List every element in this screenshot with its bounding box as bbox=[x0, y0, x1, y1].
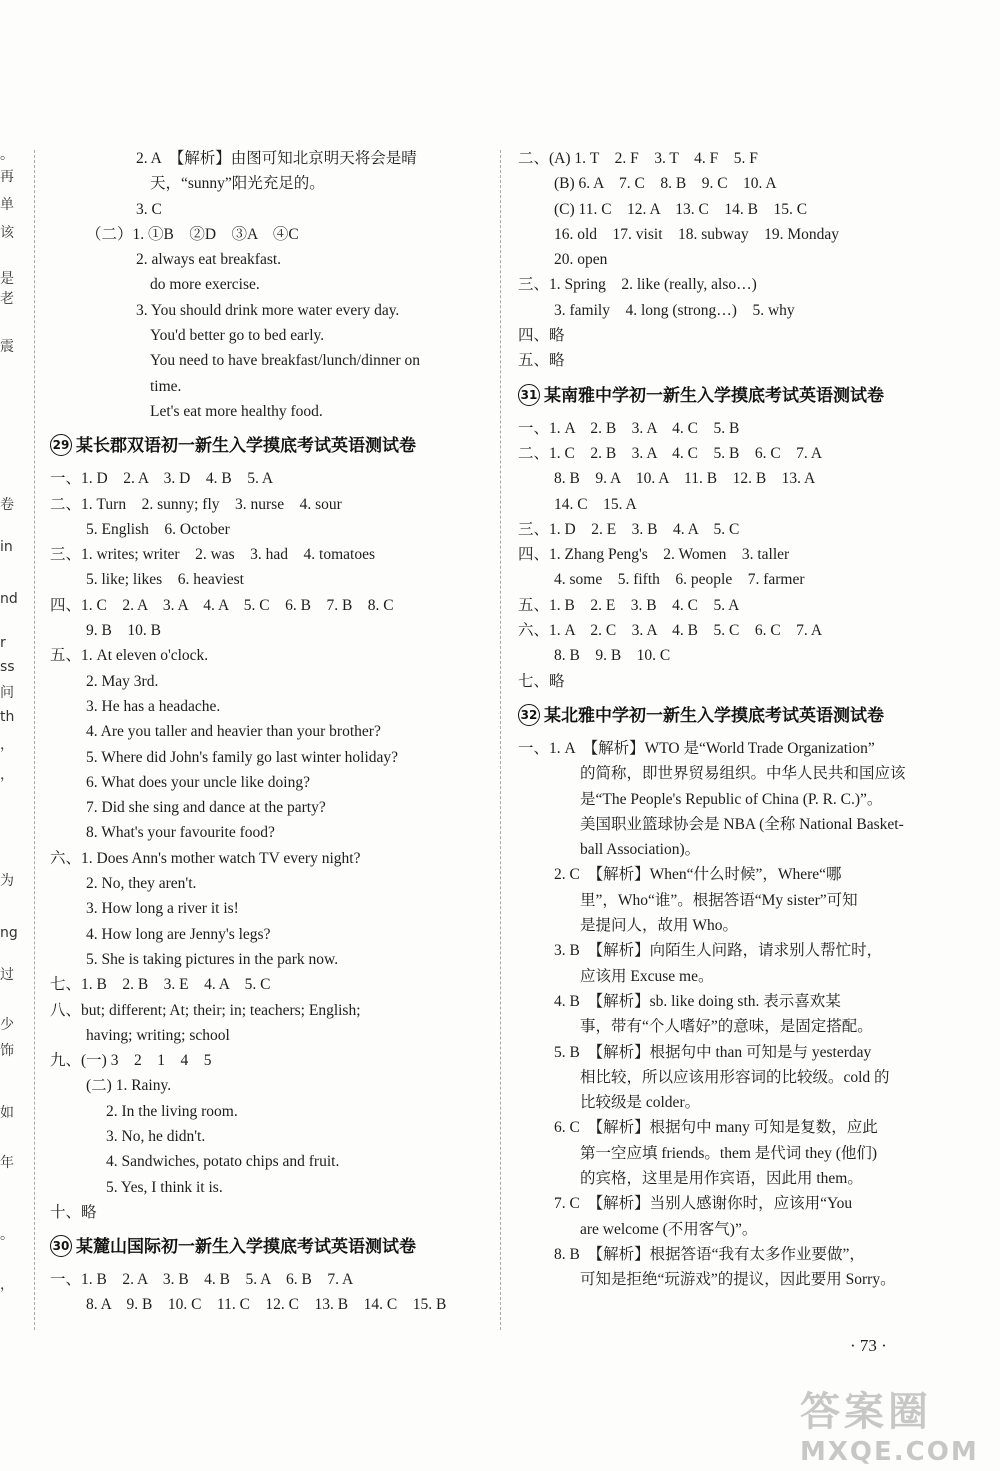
right-answer-line: 一、1. A 【解析】WTO 是“World Trade Organization” bbox=[518, 739, 875, 757]
left-answer-line: 8. A 9. B 10. C 11. C 12. C 13. B 14. C 15. B bbox=[86, 1296, 447, 1314]
left-answer-line: having; writing; school bbox=[86, 1026, 230, 1044]
left-answer-line: You'd better go to bed early. bbox=[150, 327, 325, 345]
cropped-edge-char: 再 bbox=[0, 169, 14, 185]
right-answer-line: 的简称，即世界贸易组织。中华人民共和国应该 bbox=[580, 765, 906, 783]
left-answer-line: 3. You should drink more water every day. bbox=[136, 301, 400, 319]
left-answer-line: 5. Yes, I think it is. bbox=[106, 1178, 223, 1196]
watermark-url: MXQE.COM bbox=[800, 1437, 979, 1467]
left-answer-line: 九、(一) 3 2 1 4 5 bbox=[50, 1052, 212, 1070]
cropped-edge-char: 少 bbox=[0, 1017, 14, 1033]
right-answer-line: 二、1. C 2. B 3. A 4. C 5. B 6. C 7. A bbox=[518, 444, 823, 462]
right-answer-line: 可知是拒绝“玩游戏”的提议，因此要用 Sorry。 bbox=[580, 1271, 896, 1289]
right-answer-line: (C) 11. C 12. A 13. C 14. B 15. C bbox=[554, 200, 808, 218]
right-answer-line: 七、略 bbox=[518, 672, 565, 690]
right-answer-line: 7. C 【解析】当别人感谢你时，应该用“You bbox=[554, 1195, 853, 1213]
left-answer-line: Let's eat more healthy food. bbox=[150, 402, 323, 420]
right-answer-line: 美国职业篮球协会是 NBA (全称 National Basket- bbox=[580, 815, 904, 833]
left-answer-line: 8. What's your favourite food? bbox=[86, 824, 275, 842]
left-edge-cropped-text bbox=[0, 140, 18, 1293]
cropped-edge-char: th bbox=[0, 709, 15, 725]
watermark-logo-text: 答案圈 bbox=[800, 1389, 932, 1435]
cropped-edge-char: ， bbox=[0, 1277, 14, 1293]
section-number-badge: 32 bbox=[518, 704, 540, 726]
left-column bbox=[50, 146, 490, 1318]
left-answer-line: 3. C bbox=[136, 200, 162, 218]
cropped-edge-char: 该 bbox=[0, 225, 14, 241]
left-answer-line: 一、1. B 2. A 3. B 4. B 5. A 6. B 7. A bbox=[50, 1271, 354, 1289]
cropped-edge-char: 卷 bbox=[0, 497, 14, 513]
section-title: 某南雅中学初一新生入学摸底考试英语测试卷 bbox=[544, 385, 884, 406]
center-column-divider bbox=[500, 150, 501, 1330]
right-answer-line: 二、(A) 1. T 2. F 3. T 4. F 5. F bbox=[518, 150, 758, 167]
right-answer-line: 第一空应填 friends。them 是代词 they (他们) bbox=[580, 1144, 878, 1162]
left-answer-line: 4. How long are Jenny's legs? bbox=[86, 925, 271, 943]
right-answer-line: 五、略 bbox=[518, 352, 565, 370]
left-answer-line: 2. May 3rd. bbox=[86, 672, 159, 690]
cropped-edge-char: 震 bbox=[0, 339, 14, 355]
cropped-edge-char: 单 bbox=[0, 197, 14, 213]
left-answer-line: 9. B 10. B bbox=[86, 622, 161, 640]
left-answer-line: 5. like; likes 6. heaviest bbox=[86, 571, 244, 589]
left-answer-line: 一、1. D 2. A 3. D 4. B 5. A bbox=[50, 470, 274, 488]
cropped-edge-char: 。 bbox=[0, 147, 14, 163]
cropped-edge-char: 如 bbox=[0, 1105, 14, 1121]
right-answer-line: 四、略 bbox=[518, 327, 565, 345]
section-heading bbox=[50, 428, 490, 464]
left-answer-line: 八、but; different; At; their; in; teachers; English; bbox=[50, 1001, 361, 1019]
right-answer-line: (B) 6. A 7. C 8. B 9. C 10. A bbox=[554, 175, 777, 193]
left-column-divider bbox=[34, 150, 35, 1330]
right-answer-line: 三、1. D 2. E 3. B 4. A 5. C bbox=[518, 520, 740, 538]
right-answer-line: 4. B 【解析】sb. like doing sth. 表示喜欢某 bbox=[554, 992, 841, 1010]
left-answer-line: 5. English 6. October bbox=[86, 520, 230, 538]
right-answer-line: 3. family 4. long (strong…) 5. why bbox=[554, 301, 795, 319]
right-answer-line: 20. open bbox=[554, 251, 608, 269]
cropped-edge-char: 是 bbox=[0, 271, 14, 287]
left-answer-line: 5. She is taking pictures in the park now. bbox=[86, 950, 339, 968]
left-answer-line: 十、略 bbox=[50, 1203, 97, 1221]
right-answer-line: 一、1. A 2. B 3. A 4. C 5. B bbox=[518, 419, 740, 437]
left-answer-line: 天，“sunny”阳光充足的。 bbox=[150, 175, 325, 193]
left-answer-line: 四、1. C 2. A 3. A 4. A 5. C 6. B 7. B 8. C bbox=[50, 596, 394, 614]
left-answer-line: 2. always eat breakfast. bbox=[136, 251, 282, 269]
right-answer-line: 8. B 9. A 10. A 11. B 12. B 13. A bbox=[554, 470, 816, 488]
cropped-edge-char: ng bbox=[0, 925, 18, 941]
section-title: 某麓山国际初一新生入学摸底考试英语测试卷 bbox=[76, 1237, 416, 1258]
left-answer-line: 5. Where did John's family go last winter holiday? bbox=[86, 748, 399, 766]
section-title: 某长郡双语初一新生入学摸底考试英语测试卷 bbox=[76, 436, 416, 457]
right-answer-line: 2. C 【解析】When“什么时候”，Where“哪 bbox=[554, 866, 842, 884]
cropped-edge-char: 饰 bbox=[0, 1043, 14, 1059]
right-answer-line: 8. B 9. B 10. C bbox=[554, 647, 671, 665]
left-answer-line: 3. How long a river it is! bbox=[86, 900, 239, 918]
right-answer-line: 事，带有“个人嗜好”的意味，是固定搭配。 bbox=[580, 1018, 873, 1036]
page-number: · 73 · bbox=[850, 1336, 887, 1355]
right-answer-line: 的宾格，这里是用作宾语，因此用 them。 bbox=[580, 1169, 863, 1187]
right-answer-line: 四、1. Zhang Peng's 2. Women 3. taller bbox=[518, 546, 790, 564]
section-number-badge: 31 bbox=[518, 384, 540, 406]
section-number-badge: 29 bbox=[50, 434, 72, 456]
cropped-edge-char: ss bbox=[0, 659, 15, 675]
section-heading bbox=[50, 1229, 490, 1265]
cropped-edge-char: ， bbox=[0, 767, 14, 783]
left-answer-line: 3. No, he didn't. bbox=[106, 1127, 206, 1145]
right-answer-line: 五、1. B 2. E 3. B 4. C 5. A bbox=[518, 596, 740, 614]
left-answer-line: 六、1. Does Ann's mother watch TV every night? bbox=[50, 849, 361, 867]
right-answer-line: 是“The People's Republic of China (P. R. C.)”。 bbox=[580, 790, 883, 808]
cropped-edge-char: 老 bbox=[0, 291, 14, 307]
left-answer-line: 4. Are you taller and heavier than your brother? bbox=[86, 723, 381, 741]
right-answer-line: 5. B 【解析】根据句中 than 可知是与 yesterday bbox=[554, 1043, 872, 1061]
section-number-badge: 30 bbox=[50, 1235, 72, 1257]
left-answer-line: 2. A 【解析】由图可知北京明天将会是晴 bbox=[136, 150, 417, 167]
right-answer-line: 比较级是 colder。 bbox=[580, 1094, 701, 1112]
cropped-edge-char: nd bbox=[0, 591, 18, 607]
left-answer-line: 2. In the living room. bbox=[106, 1102, 238, 1120]
left-answer-line: 七、1. B 2. B 3. E 4. A 5. C bbox=[50, 976, 271, 994]
cropped-edge-char: 问 bbox=[0, 685, 14, 701]
right-column bbox=[518, 146, 958, 1292]
right-answer-line: 16. old 17. visit 18. subway 19. Monday bbox=[554, 225, 840, 243]
right-answer-line: 里”，Who“谁”。根据答语“My sister”可知 bbox=[580, 891, 858, 909]
cropped-edge-char: 为 bbox=[0, 873, 14, 889]
cropped-edge-char: 过 bbox=[0, 967, 14, 983]
left-answer-line: 4. Sandwiches, potato chips and fruit. bbox=[106, 1153, 340, 1171]
watermark bbox=[800, 1380, 990, 1465]
right-answer-line: 相比较，所以应该用形容词的比较级。cold 的 bbox=[580, 1068, 890, 1086]
right-answer-line: 应该用 Excuse me。 bbox=[580, 967, 714, 985]
right-answer-line: 3. B 【解析】向陌生人问路，请求别人帮忙时， bbox=[554, 942, 883, 960]
left-answer-line: （二）1. ①B ②D ③A ④C bbox=[86, 225, 299, 243]
right-answer-line: 是提问人，故用 Who。 bbox=[580, 917, 739, 935]
section-heading bbox=[518, 698, 958, 734]
right-answer-line: ball Association)。 bbox=[580, 841, 701, 859]
right-answer-line: are welcome (不用客气)”。 bbox=[580, 1220, 758, 1238]
left-answer-line: You need to have breakfast/lunch/dinner on bbox=[150, 352, 421, 370]
section-heading bbox=[518, 378, 958, 414]
cropped-edge-char: r bbox=[0, 635, 6, 651]
cropped-edge-char: in bbox=[0, 539, 13, 555]
right-answer-line: 6. C 【解析】根据句中 many 可知是复数，应此 bbox=[554, 1119, 878, 1137]
right-answer-line: 14. C 15. A bbox=[554, 495, 637, 513]
cropped-edge-char: 。 bbox=[0, 1227, 14, 1243]
cropped-edge-char: ， bbox=[0, 737, 14, 753]
left-answer-line: 2. No, they aren't. bbox=[86, 875, 197, 893]
right-answer-line: 六、1. A 2. C 3. A 4. B 5. C 6. C 7. A bbox=[518, 622, 823, 640]
left-answer-line: 五、1. At eleven o'clock. bbox=[50, 647, 209, 665]
left-answer-line: 二、1. Turn 2. sunny; fly 3. nurse 4. sour bbox=[50, 495, 342, 513]
left-answer-line: 6. What does your uncle like doing? bbox=[86, 773, 310, 791]
right-answer-line: 4. some 5. fifth 6. people 7. farmer bbox=[554, 571, 805, 589]
left-answer-line: 3. He has a headache. bbox=[86, 697, 221, 715]
cropped-edge-char: 年 bbox=[0, 1155, 14, 1171]
right-answer-line: 三、1. Spring 2. like (really, also…) bbox=[518, 276, 757, 294]
left-answer-line: 三、1. writes; writer 2. was 3. had 4. tomatoes bbox=[50, 546, 376, 564]
left-answer-line: do more exercise. bbox=[150, 276, 260, 294]
right-answer-line: 8. B 【解析】根据答语“我有太多作业要做”， bbox=[554, 1245, 865, 1263]
left-answer-line: (二) 1. Rainy. bbox=[86, 1077, 172, 1095]
section-title: 某北雅中学初一新生入学摸底考试英语测试卷 bbox=[544, 705, 884, 726]
left-answer-line: 7. Did she sing and dance at the party? bbox=[86, 799, 326, 817]
left-answer-line: time. bbox=[150, 377, 182, 395]
